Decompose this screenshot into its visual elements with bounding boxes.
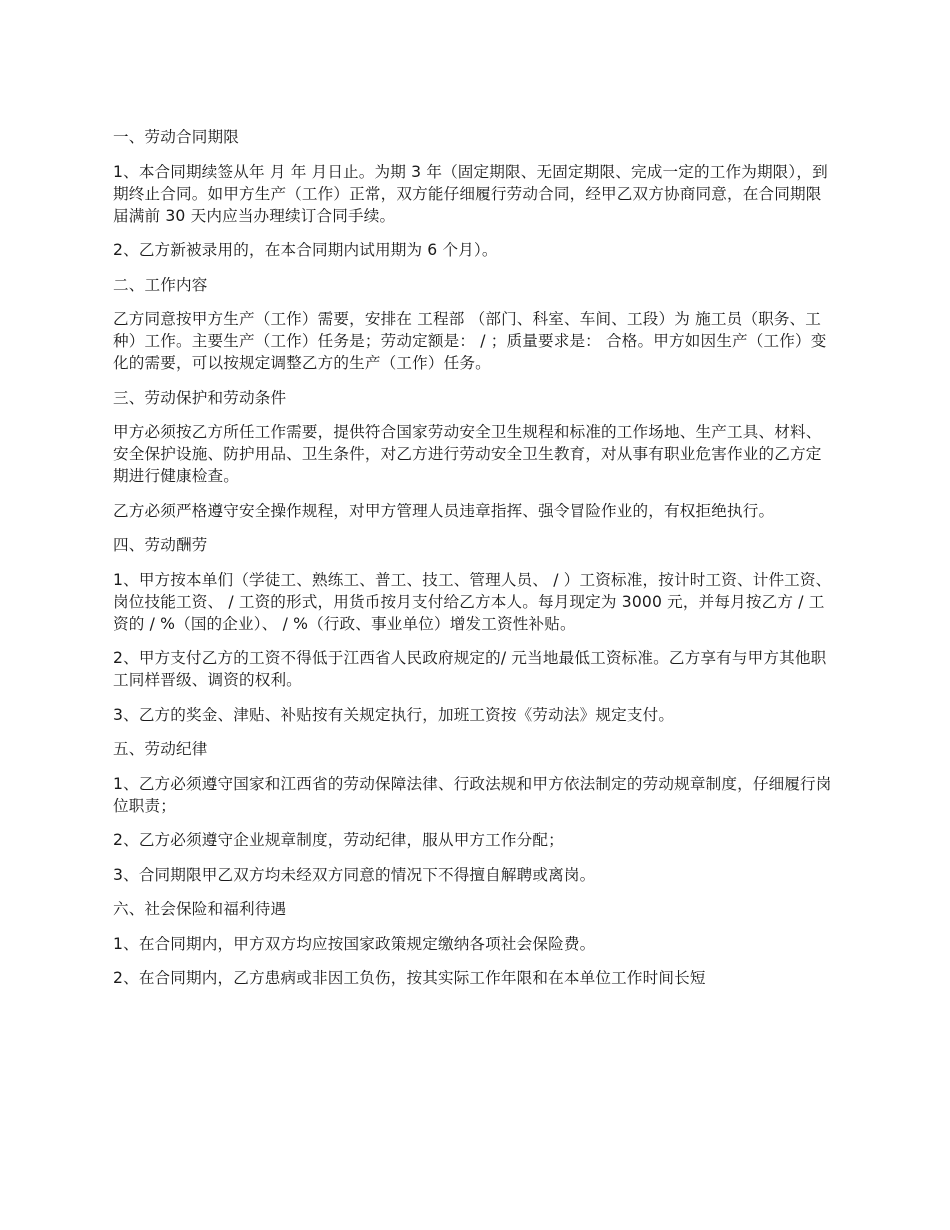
section-heading-contract-term: 一、劳动合同期限 bbox=[113, 128, 239, 146]
paragraph-social-insurance-1: 1、在合同期内，甲方双方均应按国家政策规定缴纳各项社会保险费。 bbox=[113, 934, 596, 953]
document-body bbox=[113, 126, 835, 1002]
paragraph-labor-protection-2: 乙方必须严格遵守安全操作规程，对甲方管理人员违章指挥、强令冒险作业的，有权拒绝执行。 bbox=[113, 501, 775, 520]
section-heading-discipline: 五、劳动纪律 bbox=[113, 740, 208, 758]
paragraph-remuneration-3: 3、乙方的奖金、津贴、补贴按有关规定执行，加班工资按《劳动法》规定支付。 bbox=[113, 705, 675, 724]
paragraph-discipline-2: 2、乙方必须遵守企业规章制度，劳动纪律，服从甲方工作分配； bbox=[113, 831, 564, 849]
paragraph-social-insurance-2: 2、在合同期内，乙方患病或非因工负伤，按其实际工作年限和在本单位工作时间长短 bbox=[113, 969, 706, 987]
paragraph-work-content: 乙方同意按甲方生产（工作）需要，安排在 工程部 （部门、科室、车间、工段）为 施工员（职务、工种）工作。主要生产（工作）任务是；劳动定额是： / ；质量要求是： 合格。甲方如因生产（工作）变化的需要，可以按规定调整乙方的生产（工作）任务。 bbox=[113, 310, 827, 372]
paragraph-labor-protection-1: 甲方必须按乙方所任工作需要，提供符合国家劳动安全卫生规程和标准的工作场地、生产工具、材料、安全保护设施、防护用品、卫生条件，对乙方进行劳动安全卫生教育，对从事有职业危害作业的乙方定期进行健康检查。 bbox=[113, 423, 822, 485]
paragraph-discipline-1: 1、乙方必须遵守国家和江西省的劳动保障法律、行政法规和甲方依法制定的劳动规章制度，仔细履行岗位职责； bbox=[113, 774, 832, 815]
paragraph-contract-term-2: 2、乙方新被录用的，在本合同期内试用期为 6 个月）。 bbox=[113, 241, 498, 259]
section-heading-remuneration: 四、劳动酬劳 bbox=[113, 536, 208, 554]
section-heading-work-content: 二、工作内容 bbox=[113, 275, 208, 294]
paragraph-contract-term-1: 1、本合同期续签从年 月 年 月日止。为期 3 年（固定期限、无固定期限、完成一定的工作为期限），到期终止合同。如甲方生产（工作）正常，双方能仔细履行劳动合同，经甲乙双方协商同意，在合同期限届满前 30 天内应当办理续订合同手续。 bbox=[113, 162, 828, 225]
paragraph-remuneration-1: 1、甲方按本单们（学徒工、熟练工、普工、技工、管理人员、 / ）工资标准，按计时工资、计件工资、岗位技能工资、 / 工资的形式，用货币按月支付给乙方本人。每月现定为 3000 元，并每月按乙方 / 工资的 / %（国的企业）、 / %（行政、事业单位）增发工资性补贴。 bbox=[113, 570, 832, 633]
paragraph-discipline-3: 3、合同期限甲乙双方均未经双方同意的情况下不得擅自解聘或离岗。 bbox=[113, 865, 596, 884]
section-heading-labor-protection: 三、劳动保护和劳动条件 bbox=[113, 388, 287, 407]
paragraph-remuneration-2: 2、甲方支付乙方的工资不得低于江西省人民政府规定的/ 元当地最低工资标准。乙方享有与甲方其他职工同样晋级、调资的权利。 bbox=[113, 649, 827, 689]
section-heading-social-insurance: 六、社会保险和福利待遇 bbox=[113, 900, 287, 918]
